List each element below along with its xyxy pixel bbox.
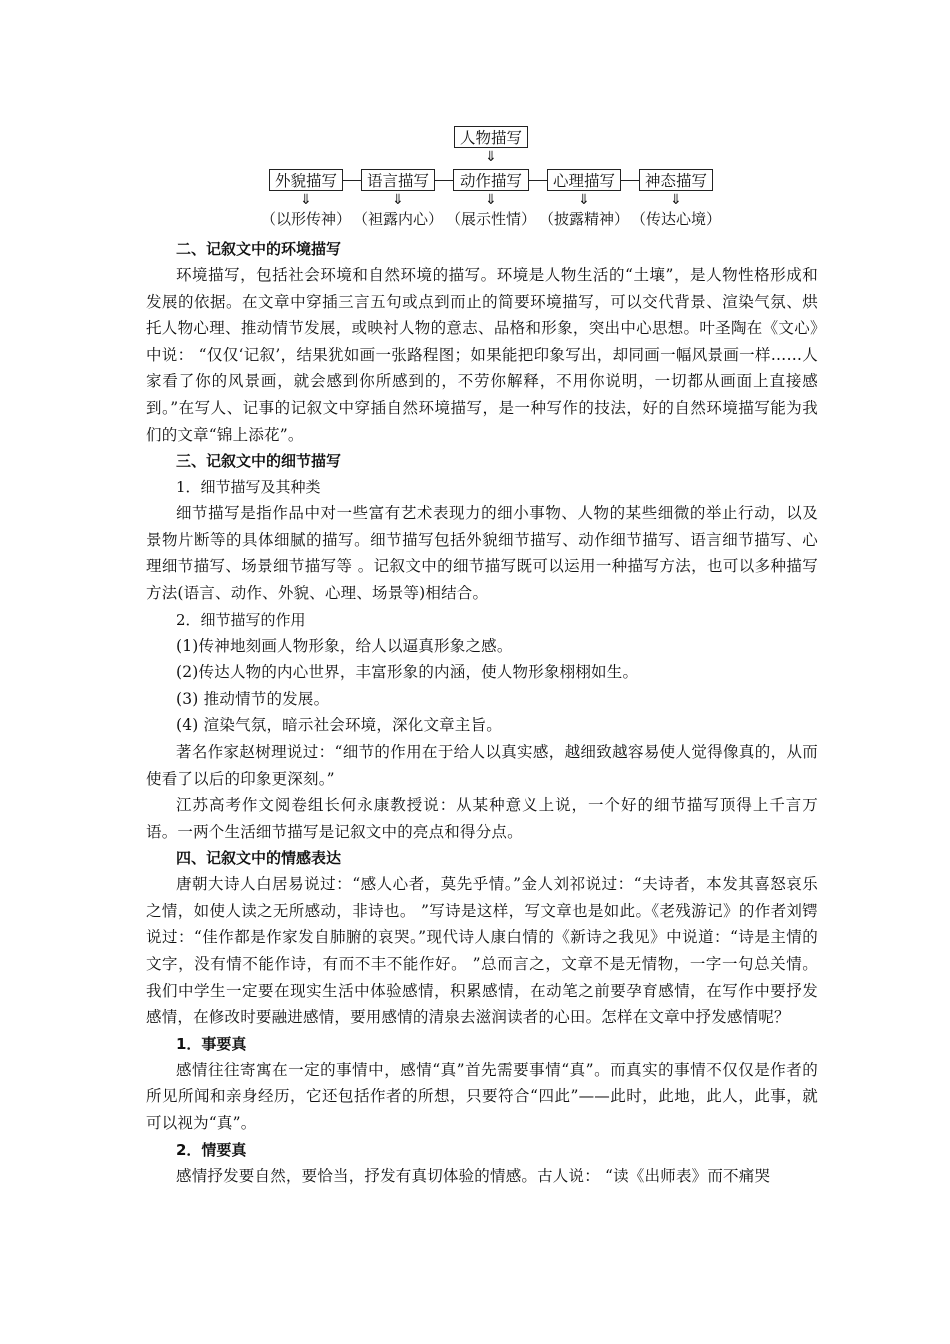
paragraph: 著名作家赵树理说过：“细节的作用在于给人以真实感，越细致越容易使人觉得像真的，从而使看了以后的印象更深刻。” [146, 742, 818, 788]
list-item: (3) 推动情节的发展。 [176, 689, 330, 708]
document-body [146, 236, 818, 1189]
subheading: 2．细节描写的作用 [176, 610, 306, 629]
paragraph: 细节描写是指作品中对一些富有艺术表现力的细小事物、人物的某些细微的举止行动，以及景物片断等的具体细腻的描写。细节描写包括外貌细节描写、动作细节描写、语言细节描写、心理细节描写、场景细节描写等 。记叙文中的细节描写既可以运用一种描写方法，也可以多种描写方法(语言、动作、外貌、心理、场景等)相结合。 [146, 504, 818, 602]
arrow-down-icon: ⇓ [392, 192, 404, 208]
diagram-note: （传达心境） [630, 210, 721, 228]
connector-line [621, 180, 639, 181]
diagram-note: （袒露内心） [352, 210, 443, 228]
arrow-down-icon: ⇓ [670, 192, 682, 208]
arrow-down-icon: ⇓ [300, 192, 312, 208]
section-heading-emotion: 四、记叙文中的情感表达 [176, 849, 342, 868]
diagram-note: （披露精神） [538, 210, 629, 228]
connector-line [529, 180, 547, 181]
connector-line [435, 180, 453, 181]
list-item: (2)传达人物的内心世界，丰富形象的内涵，使人物形象栩栩如生。 [176, 663, 639, 682]
paragraph: 江苏高考作文阅卷组长何永康教授说：从某种意义上说，一个好的细节描写顶得上千言万语。一两个生活细节描写是记叙文中的亮点和得分点。 [146, 796, 818, 841]
paragraph: 感情往往寄寓在一定的事情中，感情“真”首先需要事情“真”。而真实的事情不仅仅是作者的所见所闻和亲身经历，它还包括作者的所想，只要符合“四此”——此时，此地，此人，此事，就可以视为“真”。 [146, 1060, 818, 1133]
arrow-down-icon: ⇓ [485, 192, 497, 208]
diagram-box-psychology: 心理描写 [547, 169, 621, 191]
arrow-down-icon: ⇓ [578, 192, 590, 208]
description-types-diagram [0, 0, 950, 240]
section-heading-environment: 二、记叙文中的环境描写 [176, 240, 342, 258]
diagram-note: （以形传神） [260, 210, 351, 228]
diagram-note: （展示性情） [445, 210, 536, 228]
diagram-top-box: 人物描写 [454, 126, 528, 148]
list-item: (4) 渲染气氛，暗示社会环境，深化文章主旨。 [176, 716, 502, 735]
paragraph: 唐朝大诗人白居易说过：“感人心者，莫先乎情。”金人刘祁说过：“夫诗者，本发其喜怒哀乐之情，如使人读之无所感动，非诗也。 ”写诗是这样，写文章也是如此。《老残游记》的作者刘锷说过：“佳作都是作家发自肺腑的哀哭。”现代诗人康白情的《新诗之我见》中说道：“诗是主情的文字，没有情不能作诗，有而不丰不能作好。 ”总而言之，文章不是无情物，一字一句总关情。我们中学生一定要在现实生活中体验感情，积累感情，在动笔之前要孕育感情，在写作中要抒发感情，在修改时要融进感情，要用感情的清泉去滋润读者的心田。怎样在文章中抒发感情呢？ [146, 875, 818, 1027]
section-heading-detail: 三、记叙文中的细节描写 [176, 452, 342, 471]
subheading: 2．情要真 [176, 1140, 247, 1159]
paragraph: 环境描写，包括社会环境和自然环境的描写。环境是人物生活的“土壤”，是人物性格形成和发展的依据。在文章中穿插三言五句或点到而止的简要环境描写，可以交代背景、渲染气氛、烘托人物心理、推动情节发展，或映衬人物的意志、品格和形象，突出中心思想。叶圣陶在《文心》中说： “仅仅‘记叙’，结果犹如画一张路程图；如果能把印象写出，却同画一幅风景画一样……人家看了你的风景画，就会感到你所感到的，不劳你解释，不用你说明，一切都从画面上直接感到。”在写人、记事的记叙文中穿插自然环境描写，是一种写作的技法，好的自然环境描写能为我们的文章“锦上添花”。 [146, 266, 818, 444]
diagram-box-appearance: 外貌描写 [269, 169, 343, 191]
paragraph: 感情抒发要自然，要恰当，抒发有真切体验的情感。古人说： “读《出师表》而不痛哭 [176, 1166, 771, 1185]
subheading: 1．细节描写及其种类 [176, 478, 321, 497]
list-item: (1)传神地刻画人物形象，给人以逼真形象之感。 [176, 636, 513, 655]
diagram-box-action: 动作描写 [453, 169, 529, 191]
subheading: 1．事要真 [176, 1034, 247, 1053]
arrow-down-icon: ⇓ [485, 149, 497, 165]
diagram-box-speech: 语言描写 [361, 169, 435, 191]
connector-line [343, 180, 361, 181]
diagram-box-expression: 神态描写 [639, 169, 713, 191]
